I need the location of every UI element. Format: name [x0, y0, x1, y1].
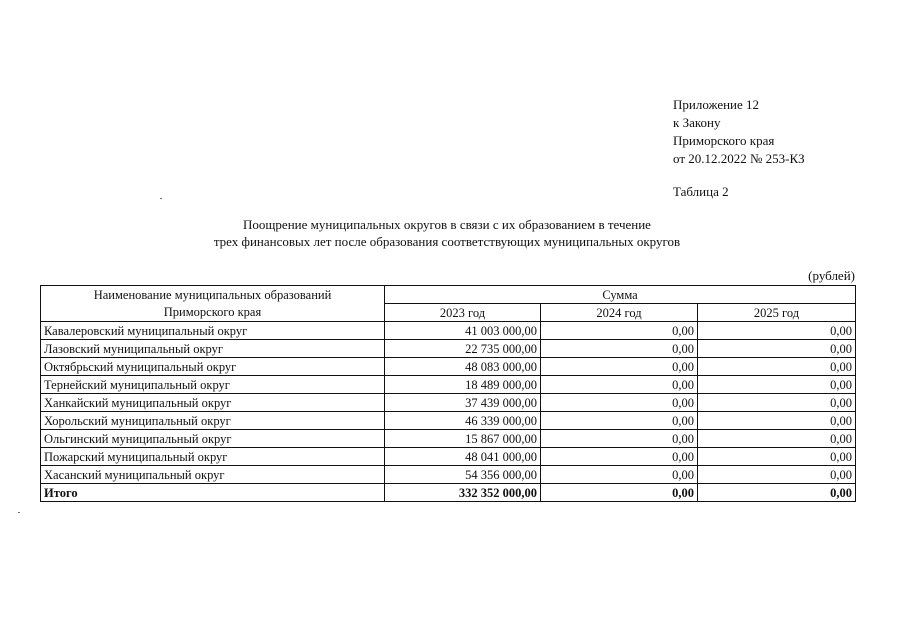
table-row [41, 394, 856, 412]
header-name-line-2: Приморского края [163, 304, 262, 319]
row-value-2024: 0,00 [541, 322, 698, 340]
subsidy-table [40, 285, 856, 502]
row-value-2023: 41 003 000,00 [385, 322, 541, 340]
row-value-2024: 0,00 [541, 412, 698, 430]
row-value-2024: 0,00 [541, 394, 698, 412]
row-name: Ольгинский муниципальный округ [41, 430, 385, 448]
table-number: Таблица 2 [673, 184, 729, 199]
row-value-2025: 0,00 [698, 358, 856, 376]
total-value-2025: 0,00 [698, 484, 856, 502]
row-value-2025: 0,00 [698, 448, 856, 466]
row-value-2023: 48 083 000,00 [385, 358, 541, 376]
header-year-2023: 2023 год [385, 304, 541, 322]
row-name: Кавалеровский муниципальный округ [41, 322, 385, 340]
table-row [41, 322, 856, 340]
table-row [41, 376, 856, 394]
table-row [41, 448, 856, 466]
table-row [41, 340, 856, 358]
row-value-2024: 0,00 [541, 466, 698, 484]
row-name: Лазовский муниципальный округ [41, 340, 385, 358]
row-value-2025: 0,00 [698, 376, 856, 394]
appendix-line-4: от 20.12.2022 № 253-КЗ [673, 151, 805, 166]
total-row [41, 484, 856, 502]
table-row [41, 466, 856, 484]
row-value-2023: 15 867 000,00 [385, 430, 541, 448]
title-line-2: трех финансовых лет после образования соответствующих муниципальных округов [213, 234, 681, 249]
header-sum-cell: Сумма [385, 286, 856, 304]
appendix-block [673, 96, 805, 168]
row-name: Тернейский муниципальный округ [41, 376, 385, 394]
row-value-2023: 54 356 000,00 [385, 466, 541, 484]
scan-speck [18, 512, 20, 513]
row-value-2024: 0,00 [541, 448, 698, 466]
row-value-2025: 0,00 [698, 322, 856, 340]
scan-speck [160, 198, 162, 199]
row-value-2025: 0,00 [698, 466, 856, 484]
row-name: Октябрьский муниципальный округ [41, 358, 385, 376]
appendix-line-1: Приложение 12 [673, 97, 760, 112]
units-label: (рублей) [808, 268, 855, 283]
table-row [41, 358, 856, 376]
row-value-2023: 48 041 000,00 [385, 448, 541, 466]
row-value-2024: 0,00 [541, 340, 698, 358]
header-year-2024: 2024 год [541, 304, 698, 322]
total-value-2024: 0,00 [541, 484, 698, 502]
row-value-2024: 0,00 [541, 358, 698, 376]
header-name-cell [41, 286, 385, 322]
appendix-line-3: Приморского края [673, 133, 775, 148]
row-name: Хорольский муниципальный округ [41, 412, 385, 430]
row-value-2025: 0,00 [698, 394, 856, 412]
table-row [41, 430, 856, 448]
row-name: Хасанский муниципальный округ [41, 466, 385, 484]
total-name: Итого [41, 484, 385, 502]
row-value-2023: 37 439 000,00 [385, 394, 541, 412]
row-value-2025: 0,00 [698, 430, 856, 448]
table-row [41, 412, 856, 430]
row-name: Ханкайский муниципальный округ [41, 394, 385, 412]
row-value-2025: 0,00 [698, 412, 856, 430]
row-value-2023: 46 339 000,00 [385, 412, 541, 430]
title-line-1: Поощрение муниципальных округов в связи с их образованием в течение [243, 217, 651, 232]
row-value-2023: 18 489 000,00 [385, 376, 541, 394]
document-title [120, 216, 774, 250]
header-name-line-1: Наименование муниципальных образований [93, 287, 332, 302]
appendix-line-2: к Закону [673, 115, 721, 130]
row-value-2023: 22 735 000,00 [385, 340, 541, 358]
row-value-2024: 0,00 [541, 430, 698, 448]
row-name: Пожарский муниципальный округ [41, 448, 385, 466]
header-year-2025: 2025 год [698, 304, 856, 322]
table-header-row [41, 286, 856, 304]
row-value-2025: 0,00 [698, 340, 856, 358]
total-value-2023: 332 352 000,00 [385, 484, 541, 502]
row-value-2024: 0,00 [541, 376, 698, 394]
